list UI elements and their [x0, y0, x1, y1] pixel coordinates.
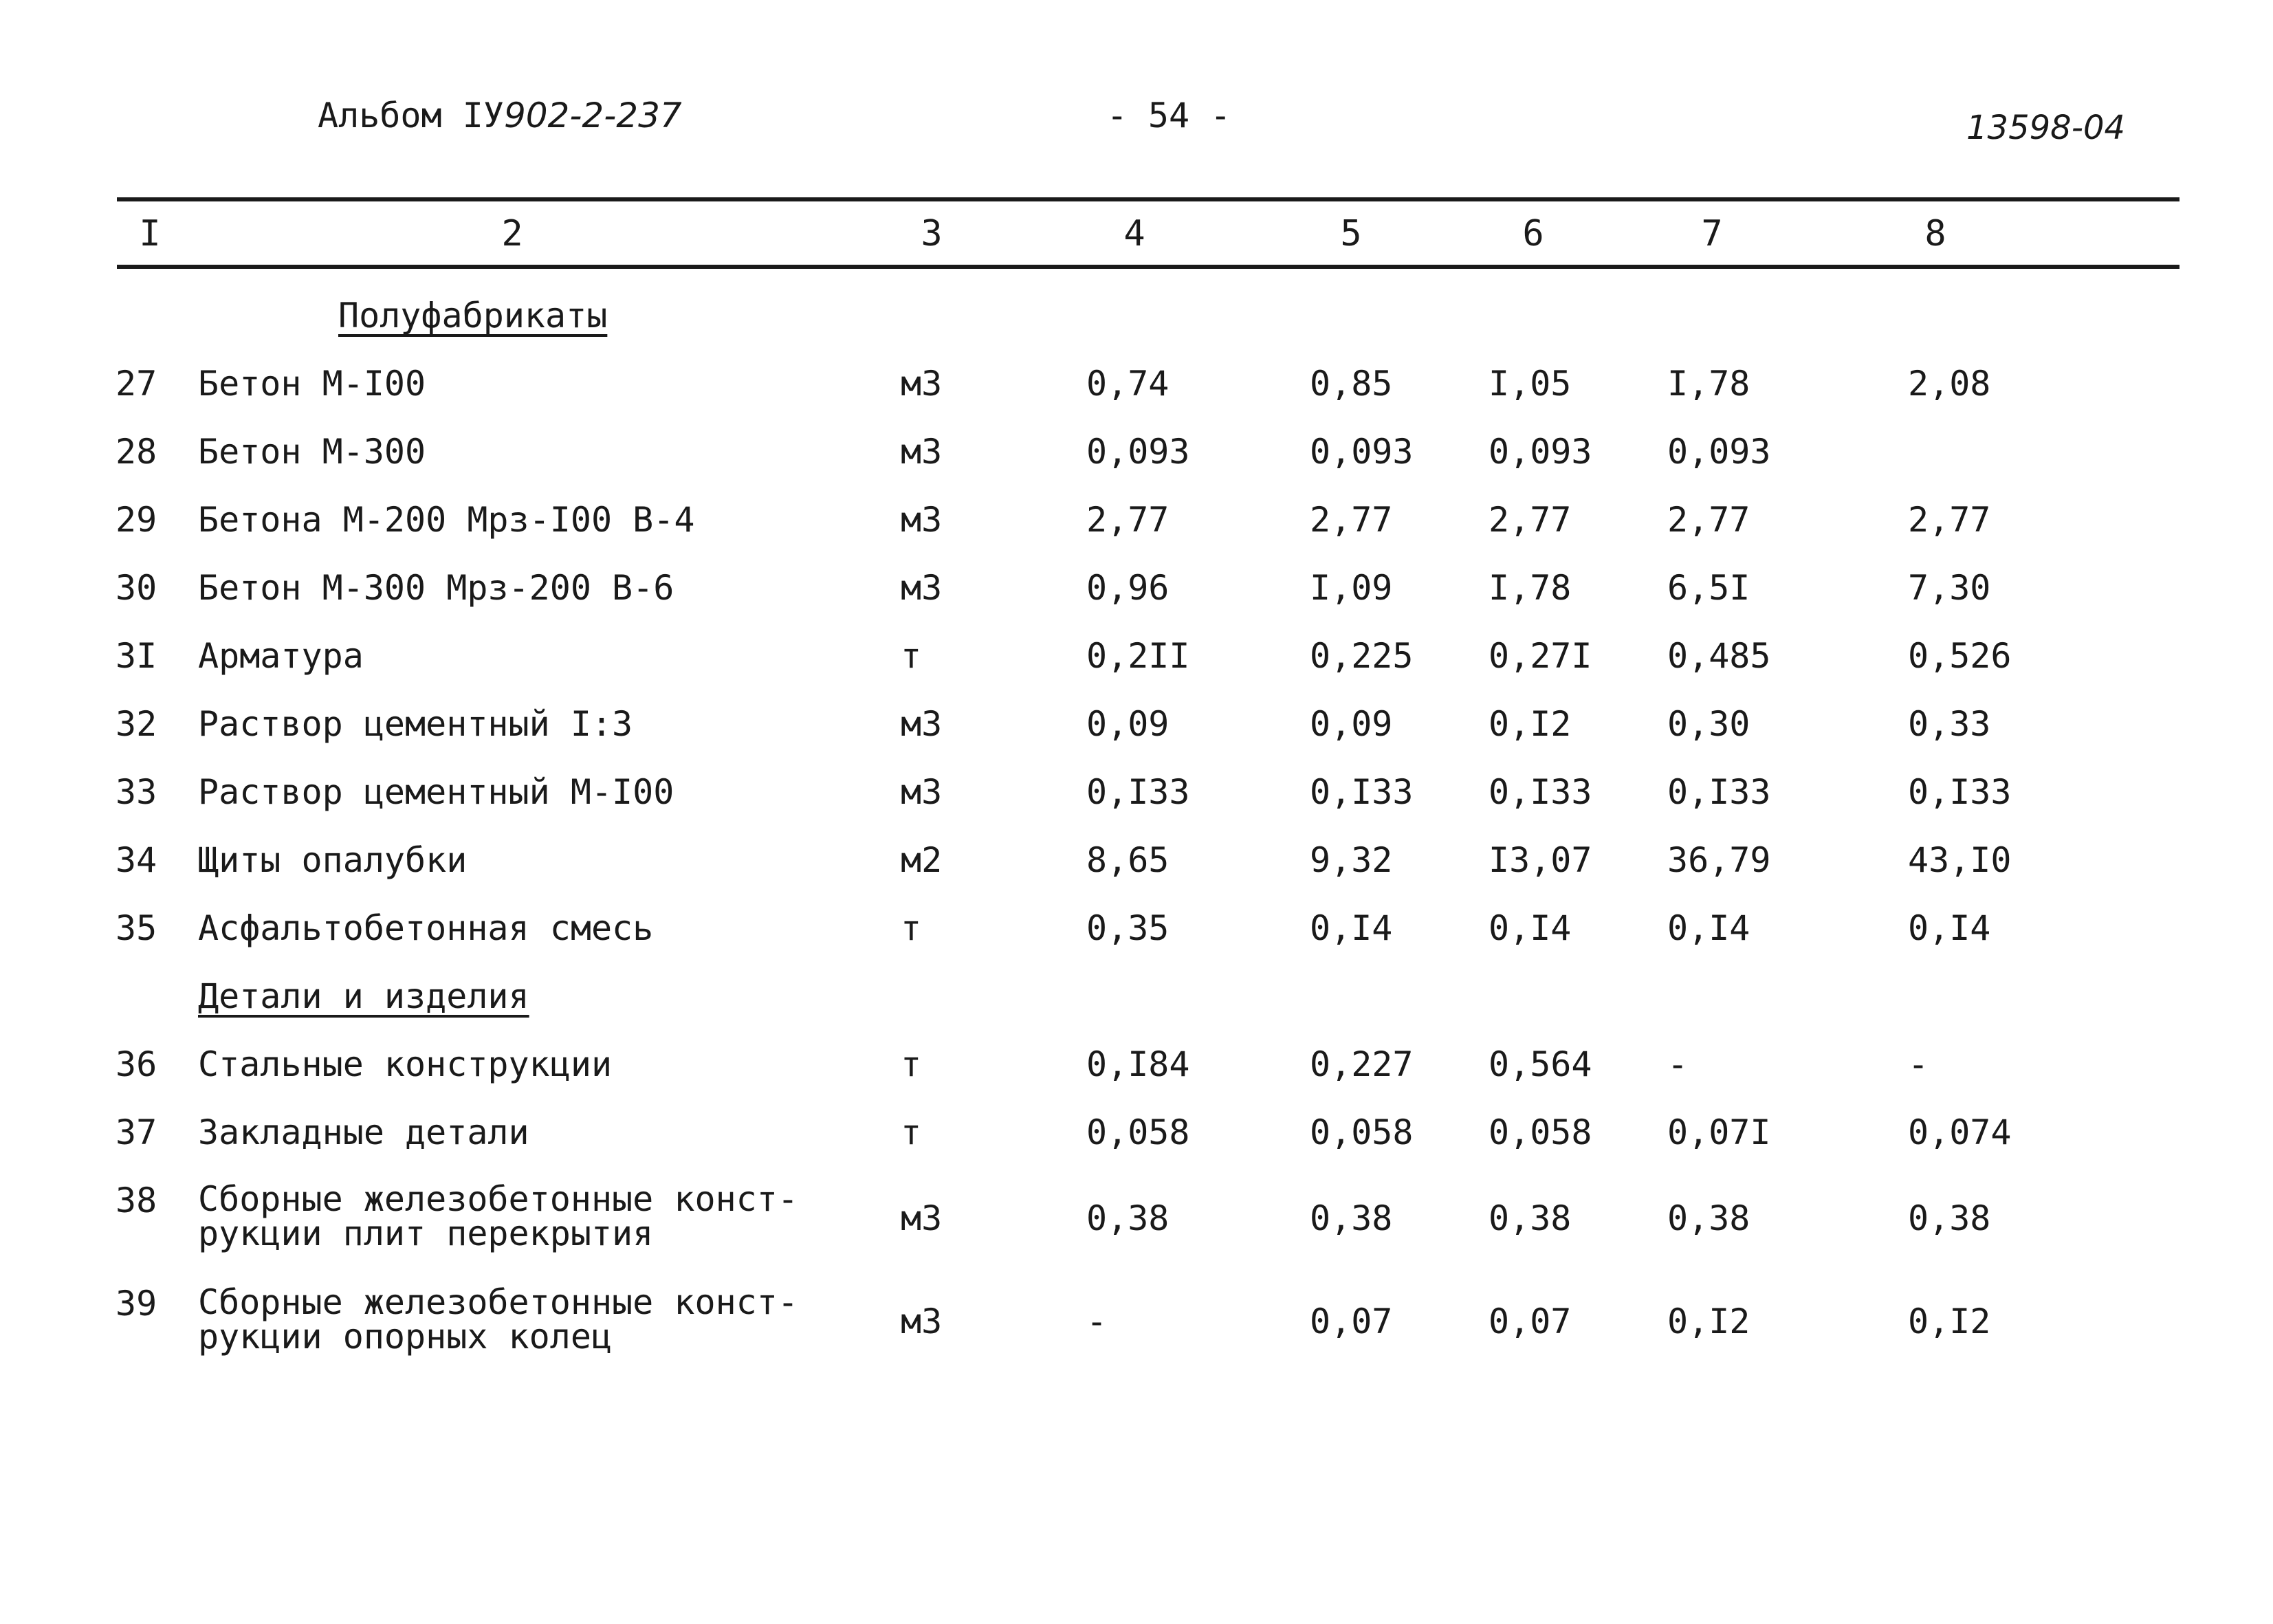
row-number: 39 — [116, 1284, 157, 1324]
value-col-7: 0,485 — [1667, 636, 1771, 676]
item-unit: м3 — [901, 1198, 943, 1238]
table-row — [0, 895, 2273, 963]
value-col-8: - — [1908, 1044, 1929, 1084]
value-col-7: 36,79 — [1667, 840, 1771, 880]
column-number: 3 — [921, 213, 943, 254]
value-col-4: 8,65 — [1086, 840, 1170, 880]
section-row — [0, 963, 2273, 1031]
item-unit: м3 — [901, 1302, 943, 1341]
value-col-8: 0,526 — [1908, 636, 2012, 676]
value-col-6: 0,38 — [1489, 1198, 1572, 1238]
value-col-7: 0,07I — [1667, 1112, 1771, 1152]
row-number: 32 — [116, 704, 157, 744]
value-col-5: 2,77 — [1310, 500, 1393, 540]
value-col-5: 0,227 — [1310, 1044, 1414, 1084]
column-number: 6 — [1522, 213, 1544, 254]
item-unit: т — [901, 908, 922, 948]
item-name: Сборные железобетонные конст-рукции опорных колец — [198, 1282, 798, 1357]
item-unit: м3 — [901, 364, 943, 404]
value-col-4: 0,093 — [1086, 432, 1190, 472]
table-row — [0, 690, 2273, 758]
table-row — [0, 758, 2273, 826]
value-col-6: 0,058 — [1489, 1112, 1592, 1152]
value-col-6: 0,564 — [1489, 1044, 1592, 1084]
value-col-4: 0,I84 — [1086, 1044, 1190, 1084]
item-name: Раствор цементный М-I00 — [198, 772, 674, 812]
item-name: Раствор цементный I:3 — [198, 704, 633, 744]
section-title: Детали и изделия — [198, 976, 529, 1016]
table-row — [0, 622, 2273, 690]
value-col-7: 6,5I — [1667, 568, 1750, 608]
column-number: 7 — [1701, 213, 1723, 254]
column-number: 8 — [1924, 213, 1946, 254]
value-col-6: 0,I33 — [1489, 772, 1592, 812]
table-header-rule — [117, 265, 2179, 269]
item-unit: м3 — [901, 500, 943, 540]
item-unit: т — [901, 636, 922, 676]
value-col-8: 0,I2 — [1908, 1302, 1991, 1341]
value-col-8: 0,33 — [1908, 704, 1991, 744]
table-row — [0, 1099, 2273, 1167]
value-col-7: 0,38 — [1667, 1198, 1750, 1238]
album-code: 902-2-237 — [503, 96, 682, 135]
value-col-4: 0,38 — [1086, 1198, 1170, 1238]
value-col-6: 0,I2 — [1489, 704, 1572, 744]
item-name: Сборные железобетонные конст-рукции плит перекрытия — [198, 1179, 798, 1253]
value-col-5: 0,09 — [1310, 704, 1393, 744]
item-unit: м3 — [901, 772, 943, 812]
row-number: 36 — [116, 1044, 157, 1084]
item-name: Асфальтобетонная смесь — [198, 908, 654, 948]
item-name: Бетон М-300 — [198, 432, 426, 472]
value-col-4: 0,058 — [1086, 1112, 1190, 1152]
table-row — [0, 826, 2273, 895]
value-col-4: 0,96 — [1086, 568, 1170, 608]
value-col-5: 0,I4 — [1310, 908, 1393, 948]
item-name: Щиты опалубки — [198, 840, 468, 880]
value-col-4: 0,74 — [1086, 364, 1170, 404]
table-row — [0, 1167, 2273, 1270]
value-col-7: 2,77 — [1667, 500, 1750, 540]
row-number: 34 — [116, 840, 157, 880]
value-col-4: 0,09 — [1086, 704, 1170, 744]
row-number: 38 — [116, 1181, 157, 1220]
value-col-6: I,78 — [1489, 568, 1572, 608]
value-col-4: - — [1086, 1302, 1108, 1341]
value-col-5: 0,225 — [1310, 636, 1414, 676]
column-number-header — [0, 206, 2273, 261]
value-col-4: 0,2II — [1086, 636, 1190, 676]
row-number: 3I — [116, 636, 157, 676]
item-name: Стальные конструкции — [198, 1044, 613, 1084]
value-col-7: 0,093 — [1667, 432, 1771, 472]
value-col-4: 2,77 — [1086, 500, 1170, 540]
value-col-5: 0,I33 — [1310, 772, 1414, 812]
value-col-5: 0,093 — [1310, 432, 1414, 472]
row-number: 27 — [116, 364, 157, 404]
value-col-5: 0,38 — [1310, 1198, 1393, 1238]
value-col-4: 0,35 — [1086, 908, 1170, 948]
column-number: 2 — [501, 213, 523, 254]
album-title — [318, 95, 682, 136]
row-number: 30 — [116, 568, 157, 608]
row-number: 33 — [116, 772, 157, 812]
value-col-6: 0,07 — [1489, 1302, 1572, 1341]
page-number: - 54 - — [1106, 96, 1231, 135]
column-number: I — [139, 213, 161, 254]
album-label: Альбом IУ — [318, 96, 504, 135]
document-code: 13598-04 — [1966, 109, 2126, 147]
value-col-8: 0,I4 — [1908, 908, 1991, 948]
value-col-7: 0,30 — [1667, 704, 1750, 744]
item-name: Бетон М-300 Мрз-200 В-6 — [198, 568, 674, 608]
item-unit: м3 — [901, 568, 943, 608]
value-col-5: I,09 — [1310, 568, 1393, 608]
row-number: 28 — [116, 432, 157, 472]
table-row — [0, 486, 2273, 554]
column-number: 4 — [1123, 213, 1145, 254]
value-col-4: 0,I33 — [1086, 772, 1190, 812]
table-top-rule — [117, 197, 2179, 201]
materials-table-body — [0, 282, 2273, 1373]
value-col-6: 0,093 — [1489, 432, 1592, 472]
item-name: Арматура — [198, 636, 364, 676]
value-col-8: 2,77 — [1908, 500, 1991, 540]
row-number: 35 — [116, 908, 157, 948]
value-col-8: 0,I33 — [1908, 772, 2012, 812]
column-number: 5 — [1340, 213, 1362, 254]
table-row — [0, 1031, 2273, 1099]
value-col-8: 43,I0 — [1908, 840, 2012, 880]
value-col-6: I3,07 — [1489, 840, 1592, 880]
table-row — [0, 1270, 2273, 1373]
value-col-8: 7,30 — [1908, 568, 1991, 608]
value-col-7: - — [1667, 1044, 1689, 1084]
value-col-5: 0,07 — [1310, 1302, 1393, 1341]
item-unit: м3 — [901, 432, 943, 472]
value-col-5: 9,32 — [1310, 840, 1393, 880]
value-col-6: I,05 — [1489, 364, 1572, 404]
value-col-7: I,78 — [1667, 364, 1750, 404]
row-number: 29 — [116, 500, 157, 540]
row-number: 37 — [116, 1112, 157, 1152]
item-unit: м3 — [901, 704, 943, 744]
table-row — [0, 350, 2273, 418]
value-col-7: 0,I2 — [1667, 1302, 1750, 1341]
table-row — [0, 418, 2273, 486]
section-title: Полуфабрикаты — [338, 296, 608, 336]
value-col-7: 0,I33 — [1667, 772, 1771, 812]
item-unit: т — [901, 1044, 922, 1084]
item-unit: м2 — [901, 840, 943, 880]
value-col-6: 0,27I — [1489, 636, 1592, 676]
item-name: Бетона М-200 Мрз-I00 В-4 — [198, 500, 695, 540]
item-name: Закладные детали — [198, 1112, 529, 1152]
item-unit: т — [901, 1112, 922, 1152]
value-col-5: 0,85 — [1310, 364, 1393, 404]
section-row — [0, 282, 2273, 350]
value-col-7: 0,I4 — [1667, 908, 1750, 948]
value-col-8: 0,38 — [1908, 1198, 1991, 1238]
value-col-8: 0,074 — [1908, 1112, 2012, 1152]
item-name: Бетон М-I00 — [198, 364, 426, 404]
value-col-6: 2,77 — [1489, 500, 1572, 540]
value-col-8: 2,08 — [1908, 364, 1991, 404]
value-col-6: 0,I4 — [1489, 908, 1572, 948]
table-row — [0, 554, 2273, 622]
value-col-5: 0,058 — [1310, 1112, 1414, 1152]
